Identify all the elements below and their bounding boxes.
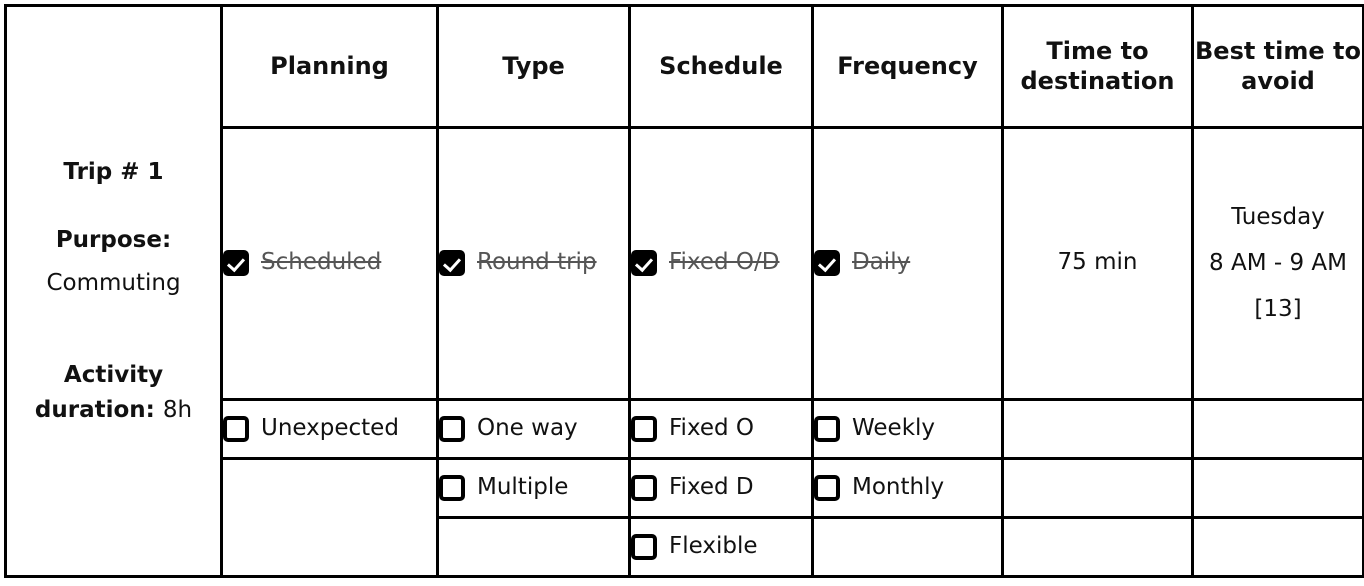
- activity-duration-value: 8h: [162, 396, 193, 423]
- checkbox-one-way[interactable]: [439, 416, 465, 442]
- avoid-hours: 8 AM - 9 AM: [1209, 250, 1347, 277]
- checkbox-daily[interactable]: [814, 250, 840, 276]
- checkbox-unexpected[interactable]: [223, 416, 249, 442]
- checkbox-flexible[interactable]: [631, 534, 657, 560]
- activity-duration-label: Activity duration:: [34, 362, 164, 423]
- label-daily: Daily: [852, 249, 911, 276]
- cell-frequency-monthly[interactable]: [813, 458, 1003, 517]
- cell-planning-scheduled[interactable]: [222, 127, 438, 399]
- cell-empty-time: [1003, 458, 1193, 517]
- label-round-trip: Round trip: [477, 249, 597, 276]
- checkbox-round-trip[interactable]: [439, 250, 465, 276]
- header-type: Type: [438, 6, 630, 128]
- cell-type-one-way[interactable]: [438, 399, 630, 458]
- cell-schedule-flexible[interactable]: [630, 517, 813, 576]
- avoid-day: Tuesday: [1231, 204, 1325, 231]
- label-multiple: Multiple: [477, 474, 569, 501]
- cell-schedule-fixed-d[interactable]: [630, 458, 813, 517]
- cell-type-empty: [438, 517, 630, 576]
- cell-best-time-to-avoid-value: [1193, 127, 1364, 399]
- label-fixed-od: Fixed O/D: [669, 249, 780, 276]
- cell-planning-unexpected[interactable]: [222, 399, 438, 458]
- cell-frequency-empty: [813, 517, 1003, 576]
- trip-number-label: Trip # 1: [63, 158, 164, 185]
- label-fixed-d: Fixed D: [669, 474, 754, 501]
- header-schedule: Schedule: [630, 6, 813, 128]
- checkbox-scheduled[interactable]: [223, 250, 249, 276]
- label-unexpected: Unexpected: [261, 415, 399, 442]
- header-best-time-to-avoid: Best time to avoid: [1193, 6, 1364, 128]
- header-planning: Planning: [222, 6, 438, 128]
- cell-planning-empty: [222, 458, 438, 576]
- label-flexible: Flexible: [669, 533, 758, 560]
- checkbox-weekly[interactable]: [814, 416, 840, 442]
- trip-table: [4, 4, 1364, 578]
- avoid-reference: [13]: [1254, 296, 1302, 323]
- label-one-way: One way: [477, 415, 578, 442]
- purpose-label: Purpose:: [55, 227, 172, 254]
- cell-frequency-weekly[interactable]: [813, 399, 1003, 458]
- trip-form-sheet: [0, 4, 1364, 586]
- purpose-value: Commuting: [46, 269, 181, 296]
- activity-duration: [7, 358, 220, 427]
- cell-schedule-fixed-o[interactable]: [630, 399, 813, 458]
- cell-frequency-daily[interactable]: [813, 127, 1003, 399]
- checkbox-fixed-o[interactable]: [631, 416, 657, 442]
- cell-empty-time: [1003, 517, 1193, 576]
- label-fixed-o: Fixed O: [669, 415, 755, 442]
- label-weekly: Weekly: [852, 415, 936, 442]
- cell-time-to-destination-value: 75 min: [1003, 127, 1193, 399]
- cell-empty-time: [1003, 399, 1193, 458]
- cell-type-multiple[interactable]: [438, 458, 630, 517]
- cell-empty-avoid: [1193, 399, 1364, 458]
- table-header-row: [6, 6, 1364, 128]
- label-monthly: Monthly: [852, 474, 945, 501]
- header-frequency: Frequency: [813, 6, 1003, 128]
- header-time-to-destination: Time to destination: [1003, 6, 1193, 128]
- checkbox-monthly[interactable]: [814, 475, 840, 501]
- checkbox-multiple[interactable]: [439, 475, 465, 501]
- checkbox-fixed-od[interactable]: [631, 250, 657, 276]
- cell-empty-avoid: [1193, 458, 1364, 517]
- cell-type-round-trip[interactable]: [438, 127, 630, 399]
- cell-schedule-fixed-od[interactable]: [630, 127, 813, 399]
- trip-summary-cell: [6, 6, 222, 577]
- cell-empty-avoid: [1193, 517, 1364, 576]
- label-scheduled: Scheduled: [261, 249, 382, 276]
- checkbox-fixed-d[interactable]: [631, 475, 657, 501]
